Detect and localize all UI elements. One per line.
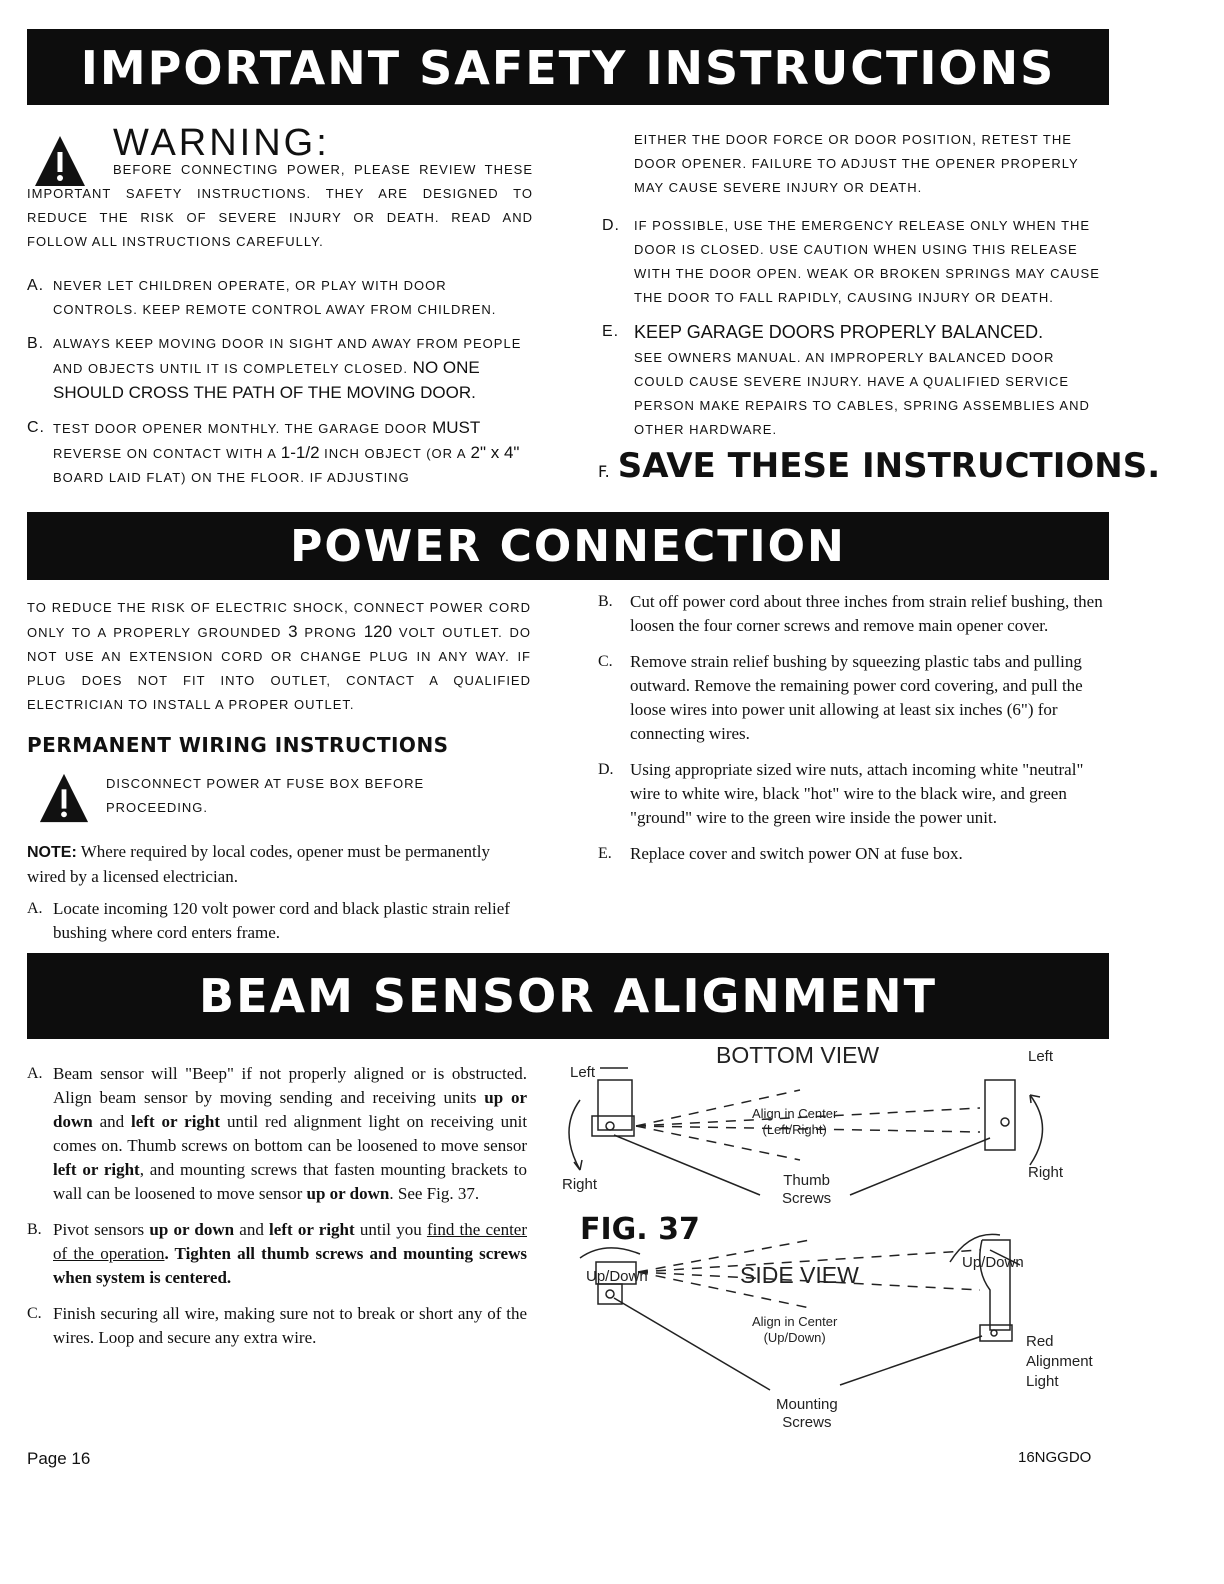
item-text: IF POSSIBLE, USE THE EMERGENCY RELEASE ONLY WHEN THE DOOR IS CLOSED. USE CAUTION WHEN USING THIS RELEASE WITH THE DOOR OPEN. WEAK OR BROKEN SPRINGS MAY CAUSE THE DOOR TO FALL RAPIDLY, CAUSING INJURY OR DEATH. (634, 218, 1100, 305)
safety-item-d (602, 214, 1104, 310)
power-step-b: B. Cut off power cord about three inches from strain relief bushing, then loosen the four corner screws and remove main opener cover. (598, 592, 1103, 635)
power-header: POWER CONNECTION (27, 512, 1109, 580)
emphasis-text: NO ONE SHOULD CROSS THE PATH OF THE MOVING DOOR. (53, 358, 480, 402)
left-label: Left (570, 1064, 596, 1081)
warning-triangle-icon (38, 772, 90, 824)
power-step-d: D. Using appropriate sized wire nuts, attach incoming white "neutral" wire to white wire, black "hot" wire to the black wire, and green "ground" wire to the green wire inside the power unit. (598, 760, 1084, 827)
beam-steps (27, 1062, 527, 1360)
power-step-c: C. Remove strain relief bushing by squeezing plastic tabs and pulling outward. Remove the remaining power cord covering, and pull the loose wires into power unit allowing at least six inches (6") for connecting wires. (598, 652, 1083, 743)
bottom-view-title: BOTTOM VIEW (716, 1042, 880, 1068)
power-intro: TO REDUCE THE RISK OF ELECTRIC SHOCK, CONNECT POWER CORD ONLY TO A PROPERLY GROUNDED 3 PRONG 120 VOLT OUTLET. DO NOT USE AN EXTENSION CORD OR CHANGE PLUG IN ANY WAY. IF PLUG DOES NOT FIT INTO OUTLET, CONTACT A QUALIFIED ELECTRICIAN TO INSTALL A PROPER OUTLET. (27, 600, 531, 712)
updown-label: Up/Down (586, 1268, 648, 1285)
beam-header: BEAM SENSOR ALIGNMENT (27, 953, 1109, 1039)
power-right-steps (598, 590, 1104, 876)
perm-warning-text: DISCONNECT POWER AT FUSE BOX BEFORE PROCEEDING. (106, 776, 425, 815)
note: NOTE: Where required by local codes, opener must be permanently wired by a licensed electrician. (27, 842, 490, 886)
warning-word: WARNING: (113, 122, 330, 164)
left-label: Left (1028, 1048, 1054, 1065)
document-code: 16NGGDO (1018, 1449, 1092, 1466)
updown-label: Up/Down (962, 1254, 1024, 1271)
item-label: E. (602, 323, 620, 340)
safety-item-b (27, 332, 533, 406)
safety-right-column (602, 128, 1104, 452)
page-number: Page 16 (27, 1449, 91, 1468)
item-heading: KEEP GARAGE DOORS PROPERLY BALANCED. (634, 322, 1044, 342)
item-text: KEEP GARAGE DOORS PROPERLY BALANCED. SEE OWNERS MANUAL. AN IMPROPERLY BALANCED DOOR COULD CAUSE SEVERE INJURY. HAVE A QUALIFIED SERVICE PERSON MAKE REPAIRS TO CABLES, SPRING ASSEMBLIES AND OTHER HARDWARE. (634, 322, 1090, 437)
right-label: Right (1028, 1164, 1064, 1181)
right-label: Right (562, 1176, 598, 1193)
align-lr-label: Align in Center (Left/Right) (752, 1106, 838, 1137)
item-label: D. (602, 217, 620, 234)
warning-text-body: BEFORE CONNECTING POWER, PLEASE REVIEW THESE IMPORTANT SAFETY INSTRUCTIONS. THEY ARE DESIGNED TO REDUCE THE RISK OF SEVERE INJURY OR DEATH. READ AND FOLLOW ALL INSTRUCTIONS CAREFULLY. (27, 162, 533, 249)
permanent-wiring-heading: PERMANENT WIRING INSTRUCTIONS (27, 733, 449, 757)
safety-items (27, 274, 533, 500)
power-left-steps (27, 840, 531, 955)
beam-step-b: B. Pivot sensors up or down and left or right until you find the center of the operation. Tighten all thumb screws and mounting screws when system is centered. (27, 1220, 528, 1287)
beam-step-a: A. Beam sensor will "Beep" if not properly aligned or is obstructed. Align beam sensor by moving sending and receiving units up or down and left or right until red alignment light on receiving unit comes on. Thumb screws on bottom can be loosened to move sensor left or right, and mounting screws that fasten mounting brackets to wall can be loosened to move sensor up or down. See Fig. 37. (27, 1064, 528, 1203)
power-step-e: E. Replace cover and switch power ON at fuse box. (598, 844, 963, 863)
save-instructions: F. SAVE THESE INSTRUCTIONS. (598, 446, 1161, 486)
align-ud-label: Align in Center (Up/Down) (752, 1314, 838, 1345)
item-text: ALWAYS KEEP MOVING DOOR IN SIGHT AND AWAY FROM PEOPLE AND OBJECTS UNTIL IT IS COMPLETELY CLOSED. NO ONE SHOULD CROSS THE PATH OF THE MOVING DOOR. (53, 336, 522, 402)
side-view-title: SIDE VIEW (740, 1262, 859, 1288)
item-label: B. (27, 335, 45, 352)
safety-item-c (27, 416, 533, 490)
safety-continued: EITHER THE DOOR FORCE OR DOOR POSITION, RETEST THE DOOR OPENER. FAILURE TO ADJUST THE OPENER PROPERLY MAY CAUSE SEVERE INJURY OR DEATH. (634, 132, 1079, 195)
beam-step-c: C. Finish securing all wire, making sure not to break or short any of the wires. Loop and secure any extra wire. (27, 1304, 527, 1347)
item-label: C. (27, 419, 45, 436)
item-text: NEVER LET CHILDREN OPERATE, OR PLAY WITH DOOR CONTROLS. KEEP REMOTE CONTROL AWAY FROM CHILDREN. (53, 278, 497, 317)
item-text: TEST DOOR OPENER MONTHLY. THE GARAGE DOOR MUST REVERSE ON CONTACT WITH A 1-1/2 INCH OBJECT (OR A 2" x 4" BOARD LAID FLAT) ON THE FLOOR. IF ADJUSTING (53, 418, 520, 485)
power-step-a: A. Locate incoming 120 volt power cord and black plastic strain relief bushing where cord enters frame. (27, 899, 510, 942)
thumb-screws-label: Thumb Screws (782, 1172, 832, 1207)
item-label: A. (27, 277, 45, 294)
safety-item-e (602, 320, 1104, 442)
red-alignment-light-label: Red Alignment Light (1026, 1333, 1093, 1390)
figure-label: FIG. 37 (580, 1212, 700, 1247)
safety-item-a (27, 274, 533, 322)
safety-header: IMPORTANT SAFETY INSTRUCTIONS (27, 29, 1109, 105)
mounting-screws-label: Mounting Screws (776, 1396, 838, 1431)
